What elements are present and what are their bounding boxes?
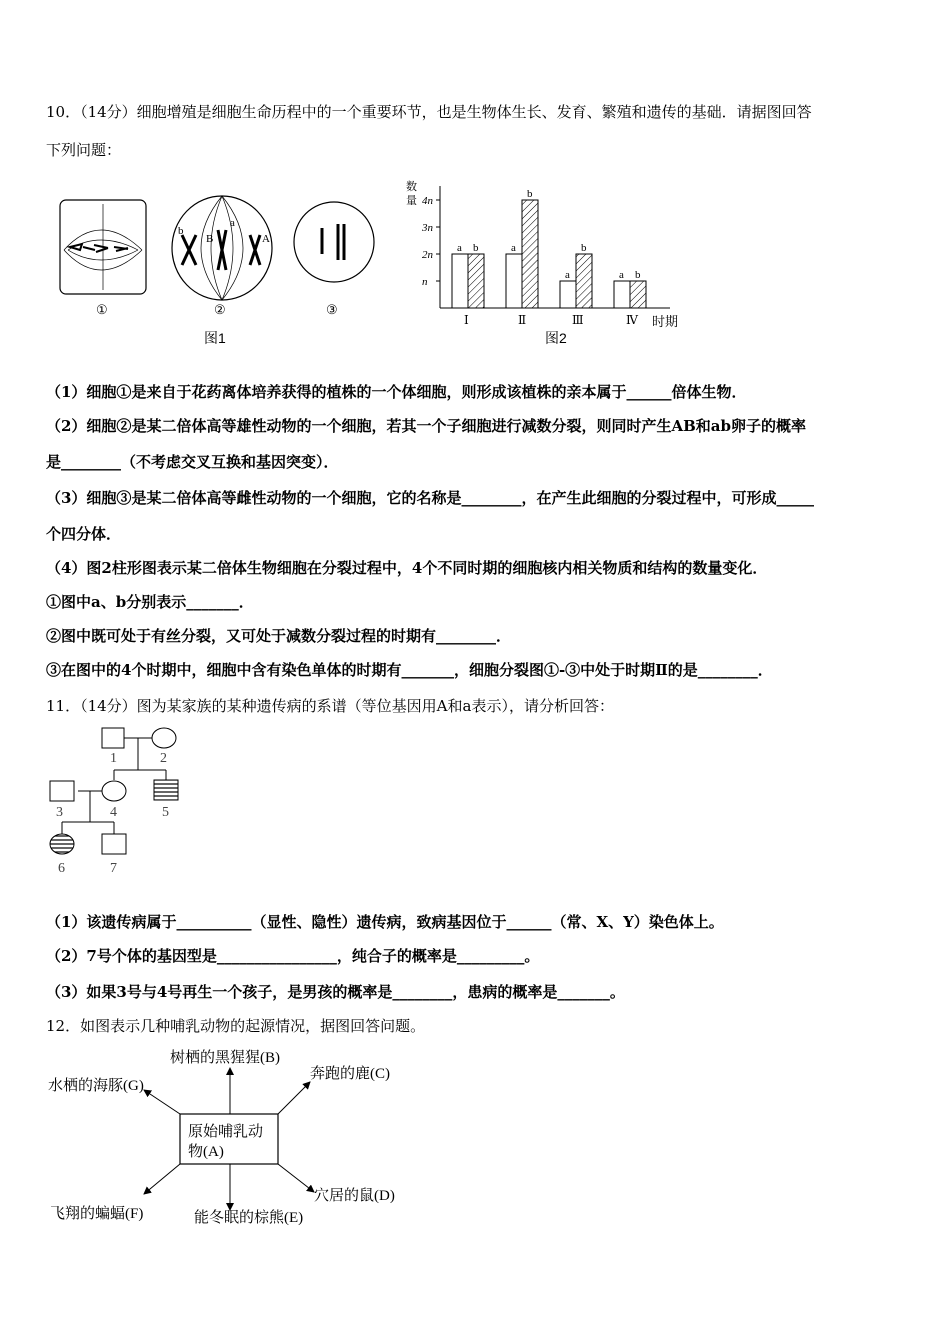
q10-item-1: （1）细胞①是来自于花药离体培养获得的植株的一个体细胞，则形成该植株的亲本属于______倍体生物． [46, 383, 747, 401]
q11-item-1: （1）该遗传病属于__________（显性、隐性）遗传病，致病基因位于______（常、X、Y）染色体上。 [46, 913, 724, 931]
y-axis-label [406, 179, 417, 207]
svg-text:7: 7 [110, 861, 117, 876]
q10-title-line1: 10．（14分）细胞增殖是细胞生命历程中的一个重要环节，也是生物体生长、发育、繁殖和遗传的基础．请据图回答 [46, 103, 812, 121]
branch-E: 能冬眠的棕熊(E) [194, 1210, 304, 1226]
bar-b [576, 254, 592, 308]
bar-b [468, 254, 484, 308]
y-tick-label: n [422, 276, 428, 288]
bar-label: b [581, 242, 587, 254]
pedigree-chart [44, 722, 214, 882]
pedigree-individual-4 [102, 781, 126, 801]
q10-item-3b: 个四分体． [46, 525, 122, 543]
svg-text:③: ③ [326, 302, 338, 317]
bar-a [614, 281, 630, 308]
bar-label: b [473, 242, 479, 254]
svg-text:3: 3 [56, 805, 63, 820]
svg-text:5: 5 [162, 805, 169, 820]
pedigree-individual-2 [152, 728, 176, 748]
svg-text:数: 数 [406, 181, 417, 193]
x-tick-label: Ⅲ [572, 313, 584, 327]
svg-text:b: b [178, 225, 184, 237]
pedigree-individual-7 [102, 834, 126, 854]
pedigree-individual-6 [50, 834, 74, 854]
q11-item-2: （2）7号个体的基因型是________________，纯合子的概率是_________。 [46, 947, 540, 965]
svg-text:2: 2 [160, 751, 167, 766]
branch-G: 水栖的海豚(G) [48, 1078, 144, 1094]
pedigree-individual-5 [154, 780, 178, 800]
figure-1-caption: 图1 [204, 330, 226, 346]
q10-item-2b: 是________（不考虑交叉互换和基因突变）． [46, 453, 339, 471]
bar-a [560, 281, 576, 308]
q10-title-line2: 下列问题： [46, 141, 122, 159]
figure-1 [50, 190, 390, 320]
svg-text:原始哺乳动: 原始哺乳动 [188, 1124, 264, 1140]
y-tick-label: 3n [422, 222, 433, 234]
svg-text:②: ② [214, 302, 226, 317]
y-tick-label: 2n [422, 249, 433, 261]
branch-F: 飞翔的蝙蝠(F) [50, 1206, 144, 1222]
branch-D: 穴居的鼠(D) [314, 1188, 395, 1204]
q10-item-4-2: ②图中既可处于有丝分裂，又可处于减数分裂过程的时期有________． [46, 627, 512, 645]
svg-text:a: a [230, 217, 235, 229]
bar-b [522, 200, 538, 308]
x-axis-label: 时期 [652, 314, 679, 329]
x-tick-label: Ⅰ [464, 313, 469, 327]
cell-2 [172, 196, 272, 300]
svg-text:A: A [262, 233, 270, 245]
cell-1 [60, 200, 146, 294]
pedigree-individual-3 [50, 781, 74, 801]
svg-text:6: 6 [58, 861, 65, 876]
bar-label: a [619, 269, 624, 281]
bar-label: b [527, 188, 533, 200]
bar-a [452, 254, 468, 308]
bar-label: b [635, 269, 641, 281]
q10-item-4-1: ①图中a、b分别表示_______． [46, 593, 254, 611]
svg-text:①: ① [96, 302, 108, 317]
cell-3 [294, 202, 374, 282]
svg-text:物(A): 物(A) [188, 1144, 224, 1160]
q10-item-4: （4）图2柱形图表示某二倍体生物细胞在分裂过程中，4个不同时期的细胞核内相关物质和结构的数量变化． [46, 559, 768, 577]
bar-a [506, 254, 522, 308]
bar-label: a [511, 242, 516, 254]
pedigree-individual-1 [102, 728, 124, 748]
q10-item-4-3: ③在图中的4个时期中，细胞中含有染色单体的时期有_______，细胞分裂图①-③中处于时期Ⅱ的是________． [46, 661, 773, 679]
y-tick-label: 4n [422, 195, 433, 207]
q12-title: 12．如图表示几种哺乳动物的起源情况，据图回答问题。 [46, 1017, 426, 1035]
q10-item-3: （3）细胞③是某二倍体高等雌性动物的一个细胞，它的名称是________，在产生此细胞的分裂过程中，可形成_____ [46, 489, 814, 507]
svg-text:B: B [206, 233, 214, 245]
bar-b [630, 281, 646, 308]
mammal-origin-diagram [44, 1042, 424, 1232]
svg-text:1: 1 [110, 751, 117, 766]
x-tick-label: Ⅳ [626, 313, 638, 327]
bar-label: a [565, 269, 570, 281]
x-tick-label: Ⅱ [518, 313, 527, 327]
figure-2-chart [400, 178, 700, 338]
q10-item-2: （2）细胞②是某二倍体高等雄性动物的一个细胞，若其一个子细胞进行减数分裂，则同时产生AB和ab卵子的概率 [46, 417, 806, 435]
q11-title: 11．（14分）图为某家族的某种遗传病的系谱（等位基因用A和a表示），请分析回答： [46, 697, 614, 715]
bar-label: a [457, 242, 462, 254]
branch-C: 奔跑的鹿(C) [310, 1066, 390, 1082]
figure-2-caption: 图2 [545, 330, 567, 346]
branch-B: 树栖的黑猩猩(B) [170, 1050, 280, 1066]
svg-text:4: 4 [110, 805, 117, 820]
svg-text:量: 量 [406, 195, 417, 207]
q11-item-3: （3）如果3号与4号再生一个孩子，是男孩的概率是________，患病的概率是_______。 [46, 983, 625, 1001]
